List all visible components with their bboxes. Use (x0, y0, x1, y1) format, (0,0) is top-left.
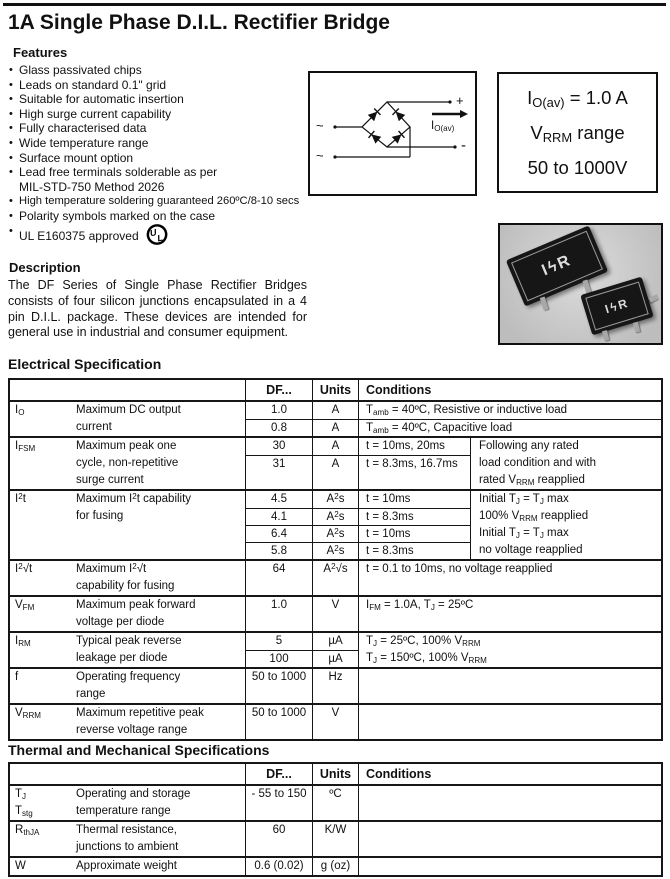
description-text: The DF Series of Single Phase Rectifier Bridges consists of four silicon junctions encapsulated in a 4 pin D.I.L. package. These devices are intended for general use in industrial and consumer equipment. (8, 278, 307, 340)
units-cell: A (312, 438, 358, 455)
param-description: Maximum $I^2t$ capability (76, 491, 192, 505)
param-description: surge current (76, 474, 144, 486)
units-cell: A (312, 419, 358, 436)
feature-item-label: UL E160375 approved (19, 228, 139, 243)
param-symbol: $I_{FSM}$ (15, 440, 36, 453)
conditions-cell: $T_{amb}$ = 40ºC, Capacitive load (358, 419, 661, 436)
output-current-arrow (432, 110, 468, 118)
conditions-cell: t = 8.3ms, 16.7ms (358, 455, 470, 489)
diode-symbols (368, 108, 405, 143)
param-description: cycle, non-repetitive (76, 457, 179, 469)
param-symbol: $T_{stg}$ (15, 805, 33, 818)
param-description: Approximate weight (76, 860, 177, 872)
table-row-i2sqt (10, 559, 661, 595)
param-description: for fusing (76, 510, 124, 522)
param-description: Maximum peak forward (76, 599, 196, 611)
svg-text:U: U (148, 226, 158, 238)
units-cell: V (312, 705, 358, 739)
units-cell: ºC (312, 786, 358, 820)
conditions-cell: $T_J$ = 150ºC, 100% $V_{RRM}$ (358, 650, 661, 667)
units-cell: A (312, 455, 358, 489)
param-description: current (76, 421, 112, 433)
svg-text:L: L (156, 232, 164, 243)
table-row-i2t (10, 489, 661, 559)
page-title: 1A Single Phase D.I.L. Rectifier Bridge (8, 11, 390, 34)
value-cell: 5.8 (245, 542, 312, 559)
param-description: voltage per diode (76, 616, 165, 628)
conditions-cell: t = 0.1 to 10ms, no voltage reapplied (358, 561, 661, 595)
value-cell: 50 to 1000 (245, 669, 312, 703)
conditions-cell: t = 10ms, 20ms (358, 438, 470, 455)
table-row-f (10, 667, 661, 703)
param-description: Operating and storage (76, 788, 191, 800)
param-description: Maximum peak one (76, 440, 177, 452)
conditions-cell: t = 8.3ms (358, 508, 470, 525)
units-cell: Hz (312, 669, 358, 703)
feature-item: • Wide temperature range (8, 136, 330, 151)
ratings-box (497, 72, 658, 193)
conditions-cell (358, 822, 661, 856)
conditions-cell: t = 8.3ms (358, 542, 470, 559)
param-description: junctions to ambient (76, 841, 179, 853)
param-description: leakage per diode (76, 652, 168, 664)
conditions-cell: $T_{amb}$ = 40ºC, Resistive or inductive load (358, 402, 661, 419)
bridge-rectifier-diagram (310, 73, 475, 194)
feature-item: • High temperature soldering guaranteed 260ºC/8-10 secs (8, 194, 330, 209)
table-row-vfm (10, 595, 661, 631)
param-symbol: $I^2√t$ (15, 561, 33, 575)
table-row-vrrm (10, 703, 661, 739)
value-cell: 31 (245, 455, 312, 489)
features-list (8, 63, 330, 245)
value-cell: 0.6 (0.02) (245, 858, 312, 875)
units-cell: $A^2s$ (312, 491, 358, 508)
description-heading: Description (9, 260, 81, 275)
conditions-cell (358, 858, 661, 875)
param-symbol: $I_{RM}$ (15, 635, 31, 648)
units-cell: $A^2s$ (312, 525, 358, 542)
conditions-cell (358, 786, 661, 820)
top-rule (3, 3, 666, 6)
value-cell: - 55 to 150 (245, 786, 312, 820)
units-cell: µA (312, 650, 358, 667)
plus-terminal-label: + (456, 93, 464, 108)
conditions-cell: t = 10ms (358, 525, 470, 542)
feature-item: • Lead free terminals solderable as per (8, 165, 330, 180)
param-symbol: $V_{RRM}$ (15, 707, 41, 720)
units-cell: $A^2s$ (312, 508, 358, 525)
table-row-ifsm (10, 436, 661, 489)
conditions-cell: $T_J$ = 25ºC, 100% $V_{RRM}$ (358, 633, 661, 650)
value-cell: 50 to 1000 (245, 705, 312, 739)
feature-item: • Polarity symbols marked on the case (8, 209, 330, 224)
conditions-cell: t = 10ms (358, 491, 470, 508)
value-cell: 60 (245, 822, 312, 856)
param-description: reverse voltage range (76, 724, 188, 736)
minus-terminal-label: - (461, 137, 466, 154)
param-description: Maximum repetitive peak (76, 707, 204, 719)
electrical-spec-heading: Electrical Specification (8, 356, 162, 372)
conditions-note: Following any rated load condition and with rated $V_{RRM}$ reapplied (470, 438, 661, 489)
param-description: Thermal resistance, (76, 824, 177, 836)
ac-terminal-label: ~ (316, 148, 324, 163)
units-cell: $A^2√s$ (312, 561, 358, 595)
value-cell: 30 (245, 438, 312, 455)
feature-item: • Surface mount option (8, 151, 330, 166)
table-header-row (10, 764, 661, 784)
units-cell: $A^2s$ (312, 542, 358, 559)
table-header-row (10, 380, 661, 400)
bridge-schematic-box (308, 71, 477, 196)
value-cell: 0.8 (245, 419, 312, 436)
param-symbol: $I_O$ (15, 404, 25, 417)
feature-item: • High surge current capability (8, 107, 330, 122)
param-description: Operating frequency (76, 671, 181, 683)
thermal-spec-table (8, 762, 663, 877)
column-header-units: Units (312, 380, 358, 400)
rating-line: $I_{O(av)} = 1.0$ A (527, 86, 628, 110)
smd-package-image (580, 277, 653, 336)
table-row-weight (10, 856, 661, 875)
feature-item: • Leads on standard 0.1" grid (8, 78, 330, 93)
feature-item: • Fully characterised data (8, 121, 330, 136)
param-symbol: $T_J$ (15, 788, 27, 801)
value-cell: 4.5 (245, 491, 312, 508)
param-symbol: $I^2t$ (15, 491, 26, 505)
column-header-conditions: Conditions (358, 764, 661, 784)
units-cell: g (oz) (312, 858, 358, 875)
param-symbol: $V_{FM}$ (15, 599, 35, 612)
value-cell: 1.0 (245, 597, 312, 631)
feature-item: • Glass passivated chips (8, 63, 330, 78)
column-header-conditions: Conditions (358, 380, 661, 400)
value-cell: 1.0 (245, 402, 312, 419)
thermal-spec-heading: Thermal and Mechanical Specifications (8, 742, 270, 758)
conditions-cell: $I_{FM} = 1.0A$, $T_J$ = 25ºC (358, 597, 661, 631)
rating-line: $V_{RRM}$ range (530, 121, 625, 145)
ac-terminal-label: ~ (316, 118, 324, 133)
value-cell: 100 (245, 650, 312, 667)
param-description: Typical peak reverse (76, 635, 182, 647)
param-description: capability for fusing (76, 580, 175, 592)
feature-item-continuation: MIL-STD-750 Method 2026 (19, 179, 165, 194)
conditions-cell (358, 669, 661, 703)
table-row-rthja (10, 820, 661, 856)
param-description: range (76, 688, 106, 700)
units-cell: V (312, 597, 358, 631)
column-header-df: DF... (245, 764, 312, 784)
units-cell: K/W (312, 822, 358, 856)
table-row-tj (10, 784, 661, 820)
units-cell: A (312, 402, 358, 419)
output-current-label: $I_{O(av)}$ (431, 120, 455, 133)
param-symbol: $R_{thJA}$ (15, 824, 40, 837)
product-photo (498, 223, 663, 345)
conditions-cell (358, 705, 661, 739)
value-cell: 5 (245, 633, 312, 650)
value-cell: 6.4 (245, 525, 312, 542)
param-symbol: f (15, 671, 19, 683)
column-header-df: DF... (245, 380, 312, 400)
table-row-io (10, 400, 661, 436)
param-description: temperature range (76, 805, 171, 817)
value-cell: 4.1 (245, 508, 312, 525)
ir-logo: IϟR (585, 282, 648, 331)
ul-logo-icon (146, 224, 169, 245)
electrical-spec-table (8, 378, 663, 741)
value-cell: 64 (245, 561, 312, 595)
ir-logo: IϟR (511, 231, 603, 302)
column-header-units: Units (312, 764, 358, 784)
conditions-note: Initial $T_J = T_J$ max 100% $V_{RRM}$ reapplied Initial $T_J = T_J$ max no voltage reapplied (470, 491, 661, 559)
feature-item: • Suitable for automatic insertion (8, 92, 330, 107)
features-heading: Features (13, 45, 68, 60)
param-symbol: W (15, 860, 26, 872)
param-description: Maximum DC output (76, 404, 181, 416)
rating-line: 50 to 1000V (527, 156, 628, 178)
units-cell: µA (312, 633, 358, 650)
feature-item-ul (8, 224, 330, 245)
table-row-irm (10, 631, 661, 667)
param-description: Maximum $I^2√t$ (76, 561, 147, 575)
